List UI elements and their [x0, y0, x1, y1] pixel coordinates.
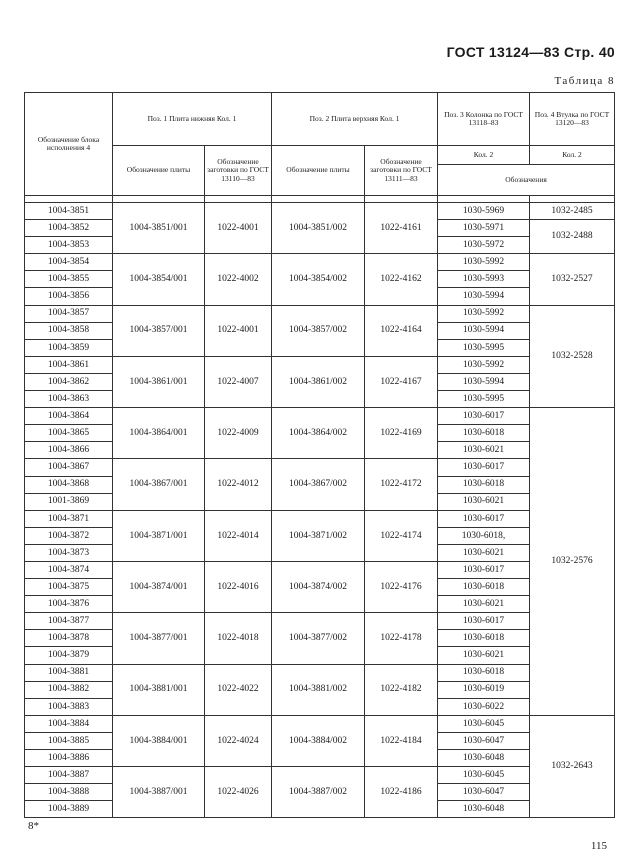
table-row: [25, 305, 615, 322]
lower-plate-designation: 1004-3881/001: [113, 664, 205, 715]
lower-plate-blank: 1022-4012: [205, 459, 272, 510]
col-blank1-header: Обозначение заготовки по ГОСТ 13110—83: [205, 146, 272, 196]
col-desig-header: Обозначения: [438, 165, 615, 196]
block-designation: 1004-3887: [25, 767, 113, 784]
block-designation: 1004-3854: [25, 254, 113, 271]
column-designation: 1030-6018: [438, 579, 530, 596]
upper-plate-designation: 1004-3857/002: [272, 305, 365, 356]
column-designation: 1030-6021: [438, 647, 530, 664]
col-plate1-header: Обозначение плиты: [113, 146, 205, 196]
lower-plate-blank: 1022-4018: [205, 613, 272, 664]
block-designation: 1004-3852: [25, 220, 113, 237]
col-block-header: Обозначение блока исполнения 4: [25, 93, 113, 196]
block-designation: 1004-3879: [25, 647, 113, 664]
col-pos4-header: Поз. 4 Втулка по ГОСТ 13120—83: [530, 93, 615, 146]
column-designation: 1030-6017: [438, 510, 530, 527]
bushing-designation: 1032-2528: [530, 305, 615, 408]
column-designation: 1030-5971: [438, 220, 530, 237]
column-designation: 1030-6017: [438, 408, 530, 425]
upper-plate-blank: 1022-4162: [365, 254, 438, 305]
lower-plate-blank: 1022-4002: [205, 254, 272, 305]
block-designation: 1001-3869: [25, 493, 113, 510]
column-designation: 1030-5992: [438, 305, 530, 322]
col-plate2-header: Обозначение плиты: [272, 146, 365, 196]
upper-plate-blank: 1022-4176: [365, 561, 438, 612]
block-designation: 1004-3866: [25, 442, 113, 459]
block-designation: 1004-3872: [25, 527, 113, 544]
block-designation: 1004-3881: [25, 664, 113, 681]
upper-plate-designation: 1004-3861/002: [272, 356, 365, 407]
table-row: [25, 356, 615, 373]
lower-plate-designation: 1004-3857/001: [113, 305, 205, 356]
upper-plate-blank: 1022-4184: [365, 715, 438, 766]
block-designation: 1004-3886: [25, 750, 113, 767]
block-designation: 1004-3878: [25, 630, 113, 647]
column-designation: 1030-5994: [438, 322, 530, 339]
block-designation: 1004-3851: [25, 203, 113, 220]
block-designation: 1004-3889: [25, 801, 113, 818]
lower-plate-blank: 1022-4007: [205, 356, 272, 407]
column-designation: 1030-6048: [438, 750, 530, 767]
column-designation: 1030-5969: [438, 203, 530, 220]
column-designation: 1030-5992: [438, 356, 530, 373]
lower-plate-designation: 1004-3884/001: [113, 715, 205, 766]
column-designation: 1030-6047: [438, 784, 530, 801]
upper-plate-designation: 1004-3887/002: [272, 767, 365, 818]
column-designation: 1030-6048: [438, 801, 530, 818]
block-designation: 1004-3865: [25, 425, 113, 442]
lower-plate-blank: 1022-4009: [205, 408, 272, 459]
column-designation: 1030-6047: [438, 732, 530, 749]
block-designation: 1004-3885: [25, 732, 113, 749]
column-designation: 1030-6017: [438, 613, 530, 630]
lower-plate-designation: 1004-3854/001: [113, 254, 205, 305]
column-designation: 1030-6018: [438, 630, 530, 647]
block-designation: 1004-3877: [25, 613, 113, 630]
block-designation: 1004-3864: [25, 408, 113, 425]
column-designation: 1030-6021: [438, 596, 530, 613]
table-row: [25, 408, 615, 425]
col-pos2-header: Поз. 2 Плита верхняя Кол. 1: [272, 93, 438, 146]
block-designation: 1004-3871: [25, 510, 113, 527]
col-pos1-header: Поз. 1 Плита нижняя Кол. 1: [113, 93, 272, 146]
column-designation: 1030-6018: [438, 664, 530, 681]
column-designation: 1030-6018: [438, 476, 530, 493]
block-designation: 1004-3853: [25, 237, 113, 254]
block-designation: 1004-3858: [25, 322, 113, 339]
block-designation: 1004-3859: [25, 339, 113, 356]
lower-plate-blank: 1022-4014: [205, 510, 272, 561]
block-designation: 1004-3888: [25, 784, 113, 801]
upper-plate-blank: 1022-4164: [365, 305, 438, 356]
block-designation: 1004-3863: [25, 391, 113, 408]
lower-plate-blank: 1022-4024: [205, 715, 272, 766]
table-row: [25, 254, 615, 271]
column-designation: 1030-5995: [438, 339, 530, 356]
upper-plate-blank: 1022-4161: [365, 203, 438, 254]
column-designation: 1030-5992: [438, 254, 530, 271]
table-row: [25, 459, 615, 476]
upper-plate-designation: 1004-3854/002: [272, 254, 365, 305]
block-designation: 1004-3876: [25, 596, 113, 613]
column-designation: 1030-6017: [438, 459, 530, 476]
column-designation: 1030-6022: [438, 698, 530, 715]
block-designation: 1004-3861: [25, 356, 113, 373]
upper-plate-blank: 1022-4169: [365, 408, 438, 459]
table-row: [25, 715, 615, 732]
column-designation: 1030-6021: [438, 544, 530, 561]
lower-plate-blank: 1022-4026: [205, 767, 272, 818]
lower-plate-designation: 1004-3864/001: [113, 408, 205, 459]
column-designation: 1030-6045: [438, 767, 530, 784]
table-row: [25, 613, 615, 630]
bushing-designation: 1032-2527: [530, 254, 615, 305]
block-designation: 1004-3882: [25, 681, 113, 698]
table-row: [25, 664, 615, 681]
upper-plate-blank: 1022-4174: [365, 510, 438, 561]
upper-plate-designation: 1004-3881/002: [272, 664, 365, 715]
upper-plate-designation: 1004-3884/002: [272, 715, 365, 766]
upper-plate-designation: 1004-3874/002: [272, 561, 365, 612]
lower-plate-blank: 1022-4001: [205, 305, 272, 356]
block-designation: 1004-3873: [25, 544, 113, 561]
table-row: [25, 203, 615, 220]
lower-plate-designation: 1004-3877/001: [113, 613, 205, 664]
table-row: [25, 561, 615, 578]
block-designation: 1004-3875: [25, 579, 113, 596]
column-designation: 1030-5993: [438, 271, 530, 288]
column-designation: 1030-6018: [438, 425, 530, 442]
block-designation: 1004-3856: [25, 288, 113, 305]
page-number: 115: [590, 840, 607, 852]
block-designation: 1004-3857: [25, 305, 113, 322]
lower-plate-designation: 1004-3871/001: [113, 510, 205, 561]
block-designation: 1004-3883: [25, 698, 113, 715]
column-designation: 1030-6018,: [438, 527, 530, 544]
block-designation: 1004-3874: [25, 561, 113, 578]
block-designation: 1004-3867: [25, 459, 113, 476]
column-designation: 1030-5994: [438, 288, 530, 305]
col-blank2-header: Обозначение заготовки по ГОСТ 13111—83: [365, 146, 438, 196]
table-caption: Таблица 8: [554, 75, 615, 87]
upper-plate-designation: 1004-3871/002: [272, 510, 365, 561]
lower-plate-designation: 1004-3867/001: [113, 459, 205, 510]
upper-plate-blank: 1022-4172: [365, 459, 438, 510]
block-designation: 1004-3862: [25, 373, 113, 390]
column-designation: 1030-6045: [438, 715, 530, 732]
spec-table: [24, 92, 615, 818]
bushing-designation: 1032-2643: [530, 715, 615, 818]
upper-plate-blank: 1022-4186: [365, 767, 438, 818]
lower-plate-blank: 1022-4016: [205, 561, 272, 612]
upper-plate-designation: 1004-3864/002: [272, 408, 365, 459]
bushing-designation: 1032-2488: [530, 220, 615, 254]
lower-plate-designation: 1004-3874/001: [113, 561, 205, 612]
lower-plate-designation: 1004-3887/001: [113, 767, 205, 818]
upper-plate-designation: 1004-3867/002: [272, 459, 365, 510]
table-body: [25, 203, 615, 818]
col-pos3-header: Поз. 3 Колонка по ГОСТ 13118–83: [438, 93, 530, 146]
column-designation: 1030-5994: [438, 373, 530, 390]
page-header: ГОСТ 13124—83 Стр. 40: [446, 44, 615, 60]
bushing-designation: 1032-2576: [530, 408, 615, 716]
lower-plate-blank: 1022-4022: [205, 664, 272, 715]
upper-plate-designation: 1004-3851/002: [272, 203, 365, 254]
lower-plate-designation: 1004-3861/001: [113, 356, 205, 407]
column-designation: 1030-6021: [438, 442, 530, 459]
col-pos4-qty: Кол. 2: [530, 146, 615, 165]
lower-plate-blank: 1022-4001: [205, 203, 272, 254]
block-designation: 1004-3868: [25, 476, 113, 493]
upper-plate-designation: 1004-3877/002: [272, 613, 365, 664]
column-designation: 1030-6017: [438, 561, 530, 578]
block-designation: 1004-3855: [25, 271, 113, 288]
block-designation: 1004-3884: [25, 715, 113, 732]
column-designation: 1030-6019: [438, 681, 530, 698]
bushing-designation: 1032-2485: [530, 203, 615, 220]
table-row: [25, 510, 615, 527]
column-designation: 1030-6021: [438, 493, 530, 510]
footer-mark: 8*: [28, 820, 39, 832]
lower-plate-designation: 1004-3851/001: [113, 203, 205, 254]
col-pos3-qty: Кол. 2: [438, 146, 530, 165]
upper-plate-blank: 1022-4182: [365, 664, 438, 715]
upper-plate-blank: 1022-4178: [365, 613, 438, 664]
column-designation: 1030-5995: [438, 391, 530, 408]
table-row: [25, 767, 615, 784]
column-designation: 1030-5972: [438, 237, 530, 254]
upper-plate-blank: 1022-4167: [365, 356, 438, 407]
